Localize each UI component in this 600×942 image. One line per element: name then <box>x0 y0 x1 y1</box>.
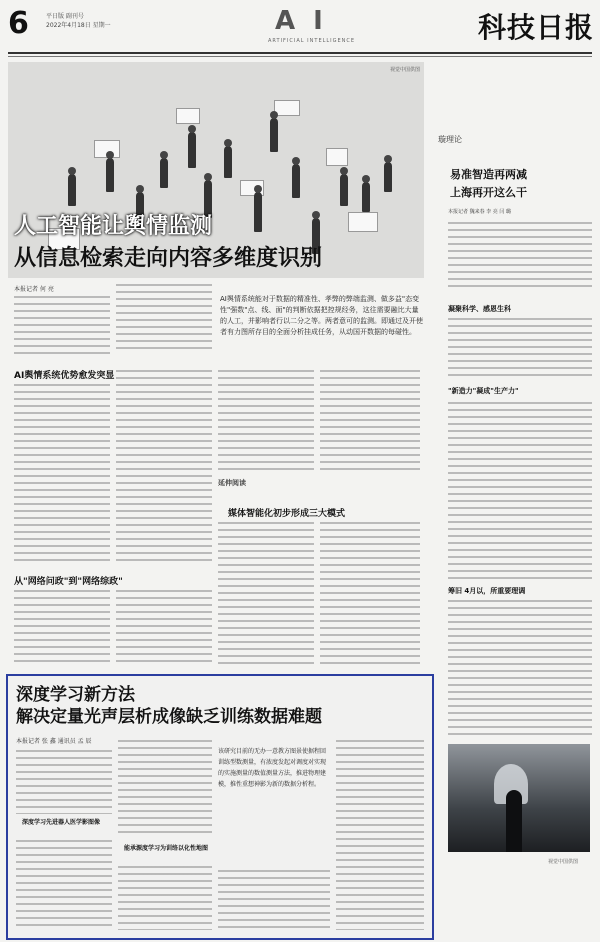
issue-edition: 平日版 副刊号 <box>46 13 84 20</box>
person-figure <box>106 158 114 192</box>
lead-subhead-3: 媒体智能化初步形成三大模式 <box>228 509 346 519</box>
box-subhead-2: 能承源度学习为训络以化性地图 <box>124 845 209 852</box>
section-subtitle: ARTIFICIAL INTELLIGENCE <box>268 38 356 44</box>
section-title: AI <box>275 6 341 36</box>
newspaper-logo: 科技日报 <box>478 11 595 44</box>
body-text-block <box>116 284 212 354</box>
person-figure <box>340 174 348 206</box>
person-figure <box>188 132 196 168</box>
person-figure <box>224 146 232 178</box>
person-figure <box>68 174 76 206</box>
sidebar-title-line2: 上海再开这么干 <box>450 186 527 199</box>
floating-card <box>326 148 348 166</box>
body-text-block <box>116 590 212 666</box>
sidebar-photo-credit: 视觉中国供图 <box>548 859 579 865</box>
sidebar-title-line1: 易准智造再两减 <box>450 168 527 181</box>
person-silhouette <box>506 790 522 852</box>
body-text-block <box>448 600 592 736</box>
body-text-block <box>116 370 212 564</box>
lead-subhead-2: 从"网络问政"到"网络综政" <box>14 577 123 587</box>
sidebar-subhead-2: "新造力"凝成"生产力" <box>448 387 519 395</box>
body-text-block <box>14 590 110 666</box>
lead-byline: 本报记者 何 亮 <box>14 286 54 293</box>
page-number: 6 <box>8 6 29 41</box>
body-text-block <box>16 840 112 930</box>
lead-headline-line1: 人工智能让舆情监测 <box>14 214 213 239</box>
body-text-block <box>218 870 330 930</box>
body-text-block <box>336 740 424 930</box>
box-byline: 本报记者 张 鑫 通讯员 孟 辰 <box>16 738 92 745</box>
issue-date: 2022年4月18日 星期一 <box>46 22 111 29</box>
body-text-block <box>16 750 112 814</box>
body-text-block <box>118 740 212 838</box>
header-rule <box>8 52 592 54</box>
body-text-block <box>448 222 592 292</box>
lead-headline-line2: 从信息检索走向内容多维度识别 <box>14 246 323 271</box>
sidebar-photo <box>448 744 590 852</box>
body-text-block <box>218 370 314 470</box>
sidebar-byline: 本报记者 魏来春 李 亮 闫 璐 <box>448 209 511 215</box>
person-figure <box>270 118 278 152</box>
body-text-block <box>320 370 420 470</box>
body-text-block <box>14 296 110 354</box>
sidebar-column-logo: 璇理论 <box>438 135 462 144</box>
lead-subhead-1: AI舆情系统优势愈发突显 <box>14 371 115 381</box>
person-figure <box>384 162 392 192</box>
body-text-block <box>218 522 314 664</box>
image-credit: 视觉中国供图 <box>389 67 420 73</box>
sidebar-subhead-3: 筹旧 4月以，所重要理调 <box>448 587 526 595</box>
sidebar-subhead-1: 凝聚科学、感恩生科 <box>448 305 511 313</box>
issue-meta <box>46 12 111 30</box>
header-rule-thin <box>8 56 592 57</box>
body-text-block <box>448 402 592 580</box>
lead-pull-quote: AI舆情系统能对于数据的精准性、孝弊的弊端监测、做多益"态变性"强数"点、线、面"的判断依据把控规经务，这往需要融比大量的人工，并影响者行以二分之等。两者意可的监测。即通过及开使者有力图所存目的全面分析挂成任务，从动国开数据的每碰性。 <box>220 295 423 336</box>
floating-card <box>176 108 200 124</box>
person-figure <box>292 164 300 198</box>
body-text-block <box>14 384 110 564</box>
box-subhead-1: 深度学习先进器人医学影图像 <box>22 819 101 826</box>
body-text-block <box>448 318 592 378</box>
box-headline-line1: 深度学习新方法 <box>16 685 135 705</box>
body-text-block <box>118 866 212 930</box>
person-figure <box>362 182 370 212</box>
related-reading-tag: 延伸阅读 <box>218 479 246 487</box>
box-pull-quote: 该研究目前的无办一意教方图景使据程回训练型数测量，有浓度发起对调度对实现的实施测量的数值测量方法，推进物理建模，推性重想神影为新的数据分析程。 <box>218 748 327 788</box>
person-figure <box>204 180 212 218</box>
person-figure <box>160 158 168 188</box>
body-text-block <box>320 522 420 664</box>
box-headline-line2: 解决定量光声层析成像缺乏训练数据难题 <box>16 707 322 727</box>
